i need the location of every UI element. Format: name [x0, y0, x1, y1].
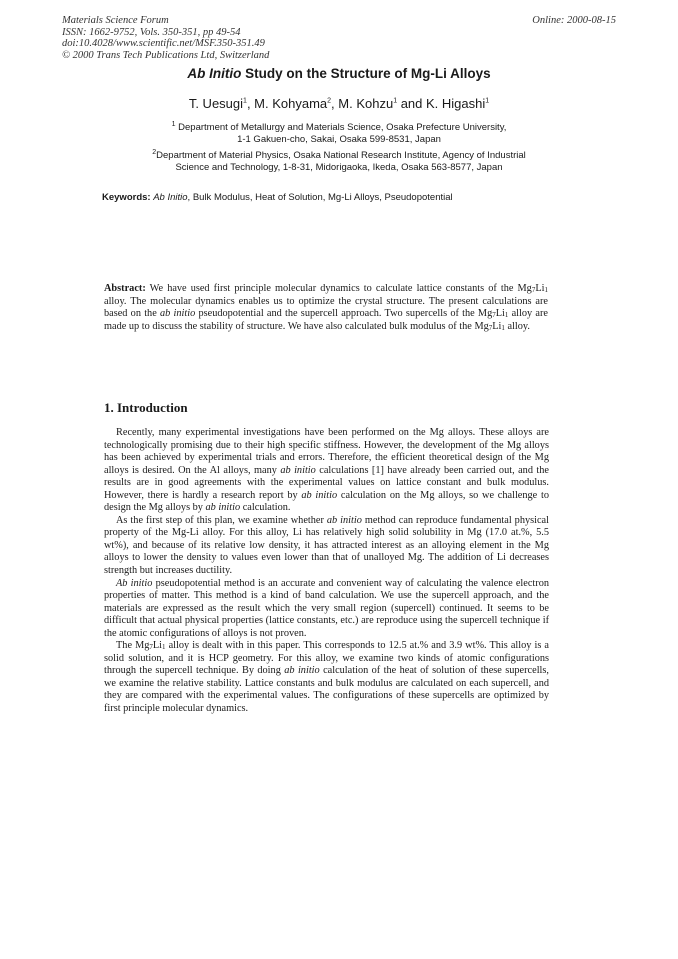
author-2-sup: 2 — [327, 97, 332, 105]
affiliation-2 — [0, 150, 678, 174]
abstract-label: Abstract: — [104, 283, 146, 294]
intro-text: calculations [1] have already been carried out, and the results are in good agreements with the experimental values on lattice constant and bulk modulus. However, there is hardly a research report by — [104, 464, 549, 501]
author-1: T. Uesugi — [188, 96, 244, 111]
ab-initio-term: ab initio — [280, 464, 316, 476]
doi-line: doi:10.4028/www.scientific.net/MSF.350-351.49 — [62, 38, 265, 49]
intro-text: Recently, many experimental investigations have been performed on the Mg alloys. These alloys are technologically promising due to their high specific stiffness. However, the development of the Mg alloys has been achieved by experimental trials and errors. Therefore, the efficient theoretical design of the Mg alloys is desired. On the Al alloys, many — [104, 427, 549, 476]
abstract-text: We have used first principle molecular dynamics to calculate lattice constants of the Mg — [145, 283, 532, 294]
ab-initio-term: ab initio — [205, 502, 241, 514]
section-heading-introduction: 1. Introduction — [104, 400, 188, 415]
abstract-text: Li — [495, 308, 505, 320]
ab-initio-term: ab initio — [326, 514, 362, 526]
subscript: 1 — [544, 286, 548, 294]
subscript: 7 — [531, 286, 536, 294]
aff2-sup: 2 — [152, 148, 157, 156]
abstract-text: alloy are made up to discuss the stability of structure. We have also calculated bulk modulus of the Mg — [104, 308, 548, 332]
author-4: and K. Higashi — [397, 96, 486, 111]
abstract-text: pseudopotential and the supercell approach. Two supercells of the Mg — [195, 308, 493, 320]
online-date: Online: 2000-08-15 — [532, 15, 616, 26]
aff1-sup: 1 — [171, 120, 176, 128]
keywords-label: Keywords: — [102, 192, 151, 203]
ab-initio-term: Ab initio — [116, 577, 153, 589]
aff1-line2: 1-1 Gakuen-cho, Sakai, Osaka 599-8531, Japan — [237, 134, 441, 145]
affiliation-1 — [0, 122, 678, 146]
title-ab-initio: Ab Initio — [187, 66, 242, 81]
journal-header — [62, 15, 269, 61]
subscript: 1 — [162, 643, 166, 652]
abstract — [104, 283, 548, 333]
abstract-text: alloy. The molecular dynamics enables us to optimize the crystal structure. The present calculations are based on the — [104, 295, 548, 320]
author-3: , M. Kohzu — [331, 96, 394, 111]
aff2-line1: Department of Material Physics, Osaka National Research Institute, Agency of Industrial — [156, 150, 526, 161]
aff1-line1: Department of Metallurgy and Materials Science, Osaka Prefecture University, — [175, 122, 507, 133]
abstract-text: Li — [492, 320, 502, 332]
intro-text: Li — [152, 640, 163, 652]
intro-text: calculation. — [240, 502, 291, 514]
intro-text: The Mg — [116, 640, 150, 652]
abstract-text: alloy. — [504, 320, 530, 332]
subscript: 1 — [501, 323, 505, 332]
ab-initio-term: ab initio — [284, 665, 320, 677]
author-2: , M. Kohyama — [246, 96, 328, 111]
author-4-sup: 1 — [485, 97, 490, 105]
keyword-ab-initio: Ab Initio — [153, 192, 188, 203]
intro-text: calculation of the heat of solution of these supercells, we examine the relative stability. Lattice constants and bulk modulus are calculated on each supercell, and they are compared with the experimental values. The configurations of these supercells are optimized by first principle molecular dynamics. — [104, 665, 549, 715]
subscript: 7 — [492, 311, 496, 320]
paper-title — [0, 66, 678, 81]
copyright-line: © 2000 Trans Tech Publications Ltd, Switzerland — [62, 49, 270, 61]
keywords — [102, 192, 453, 203]
intro-text: method can reproduce fundamental physical property of the Mg-Li alloy. For this alloy, Li has relatively high solid solubility in Mg (17.0 at.%, 5.5 wt%), and because of its relative low density, it has attracted interest as an alloying element in the Mg alloys to lower the density to values even lower than that of unalloyed Mg. The addition of Li decreases strength but increases ductility. — [104, 514, 549, 577]
intro-paragraph-3 — [104, 578, 549, 641]
subscript: 7 — [149, 643, 153, 652]
intro-text: pseudopotential method is an accurate and convenient way of calculating the valence electron properties of matter. This method is a kind of band calculation. We use the supercell approach, and the materials are expressed as the result which the very small region (supercell) continued. It seems to be difficult that actual physical properties (lattice constants, etc.) are reproduce using the supercell technique if the atomic configurations of alloys is not proven. — [104, 577, 549, 639]
keywords-rest: , Bulk Modulus, Heat of Solution, Mg-Li Alloys, Pseudopotential — [187, 192, 453, 203]
intro-text: As the first step of this plan, we examine whether — [116, 514, 327, 526]
intro-paragraph-4 — [104, 640, 549, 715]
abstract-text: Li — [535, 283, 545, 294]
intro-paragraph-2 — [104, 515, 549, 578]
intro-text: alloy is dealt with in this paper. This corresponds to 12.5 at.% and 3.9 wt%. This alloy is a solid solution, and it is HCP geometry. For this alloy, we examine two kinds of atomic configurations through the supercell technique. By doing — [104, 640, 549, 677]
intro-text: calculation on the Mg alloys, so we challenge to design the Mg alloys by — [104, 489, 549, 514]
author-1-sup: 1 — [243, 97, 247, 105]
title-rest: Study on the Structure of Mg-Li Alloys — [241, 66, 491, 81]
intro-paragraph-1 — [104, 427, 549, 515]
author-3-sup: 1 — [393, 97, 398, 105]
subscript: 7 — [488, 323, 493, 332]
ab-initio-term: ab initio — [301, 489, 338, 501]
author-list — [0, 96, 678, 111]
journal-name: Materials Science Forum — [62, 15, 169, 26]
aff2-line2: Science and Technology, 1-8-31, Midorigaoka, Ikeda, Osaka 563-8577, Japan — [175, 162, 503, 173]
abstract-ab-initio: ab initio — [160, 308, 196, 320]
introduction-body — [104, 427, 549, 716]
issn-line: ISSN: 1662-9752, Vols. 350-351, pp 49-54 — [62, 26, 241, 38]
subscript: 1 — [504, 311, 509, 320]
